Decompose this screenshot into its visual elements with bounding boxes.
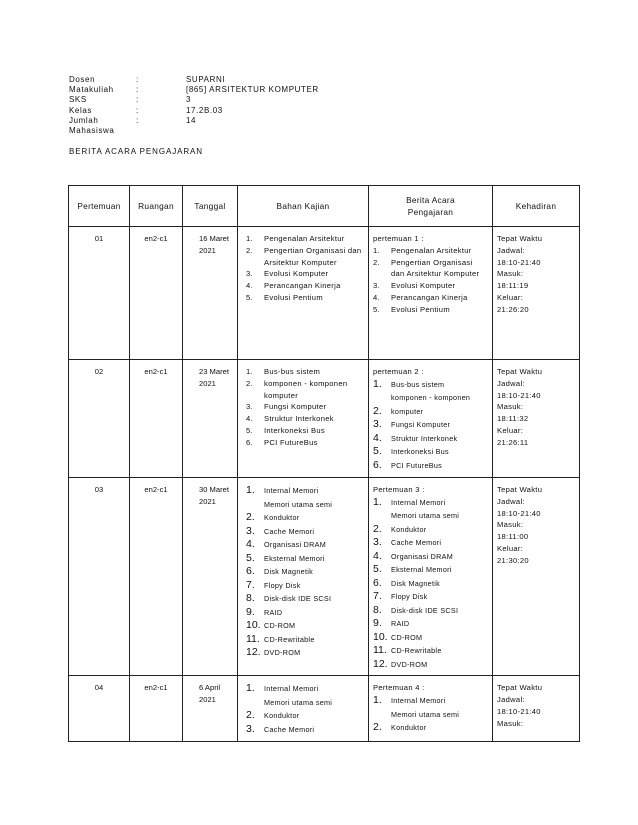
list-item — [373, 304, 488, 316]
list-number: 1. — [246, 367, 253, 376]
cell-ruangan: en2-c1 — [130, 227, 183, 360]
list-item — [246, 538, 364, 552]
list-item — [246, 437, 364, 449]
meta-value: [865] ARSITEKTUR KOMPUTER — [186, 85, 319, 95]
list-text: Pengenalan Arsitektur — [264, 234, 345, 243]
list-number: 3. — [373, 536, 382, 549]
meta-row — [69, 106, 406, 116]
list-item — [373, 378, 488, 392]
list-text: Disk-disk IDE SCSI — [264, 594, 332, 603]
list-number: 12. — [246, 646, 261, 658]
list-text: Flopy Disk — [391, 592, 428, 602]
attendance-line: 18:11:00 — [497, 532, 529, 542]
list-item — [246, 366, 364, 378]
list-number: 5. — [246, 425, 253, 435]
list-text: Eksternal Memori — [264, 553, 325, 563]
meta-value: SUPARNI — [186, 75, 226, 84]
meta-label: Dosen — [69, 75, 96, 84]
list-text: Cache Memori — [391, 538, 442, 548]
list-text: DVD-ROM — [264, 648, 301, 657]
attendance-line: Jadwal: — [497, 496, 525, 506]
list-item — [373, 708, 488, 735]
list-text: komponen - komponen komputer — [264, 378, 348, 400]
column-header: Berita Acara Pengajaran — [369, 186, 493, 227]
cell-berita-acara — [369, 360, 493, 478]
cell-bahan-kajian — [238, 676, 369, 742]
attendance-line: Keluar: — [497, 543, 524, 553]
cell-kehadiran — [493, 360, 580, 478]
cell-ruangan: en2-c1 — [130, 676, 183, 742]
list-item — [373, 445, 488, 459]
list-text: Struktur Interkonek — [391, 433, 458, 443]
list-number: 2. — [373, 404, 382, 417]
list-text: Internal Memori — [391, 497, 446, 507]
list-item — [246, 498, 364, 525]
berita-header: pertemuan 1 : — [373, 234, 424, 243]
numbered-list — [373, 378, 488, 473]
numbered-list — [246, 484, 364, 660]
list-text: komponen - komponen komputer — [391, 393, 471, 416]
attendance-line: Tepat Waktu — [497, 485, 543, 494]
list-item — [373, 292, 488, 304]
list-item — [246, 401, 364, 413]
list-number: 4. — [373, 292, 380, 302]
meta-label: Matakuliah — [69, 85, 114, 95]
attendance-line: Masuk: — [497, 402, 524, 412]
meta-value — [186, 126, 406, 136]
list-item — [246, 552, 364, 566]
attendance-line: 21:26:20 — [497, 304, 529, 314]
list-item — [246, 268, 364, 280]
list-number: 6. — [373, 576, 382, 589]
attendance-line: Masuk: — [497, 718, 524, 728]
list-item — [246, 413, 364, 425]
cell-berita-acara — [369, 478, 493, 676]
list-number: 10. — [373, 630, 388, 643]
list-text: Cache Memori — [264, 724, 315, 734]
list-item — [373, 604, 488, 618]
list-text: Interkoneksi Bus — [264, 425, 325, 435]
list-item — [246, 292, 364, 304]
cell-bahan-kajian — [238, 227, 369, 360]
list-text: Evolusi Komputer — [391, 281, 456, 291]
meta-sep — [136, 126, 186, 136]
attendance-line: Keluar: — [497, 425, 524, 435]
cell-tanggal: 23 Maret 2021 — [183, 360, 238, 478]
list-text: CD-ROM — [391, 632, 423, 642]
attendance-line: Keluar: — [497, 292, 524, 302]
attendance-line: Tepat Waktu — [497, 234, 543, 243]
list-number: 5. — [373, 445, 382, 458]
list-text: Pengertian Organisasi dan Arsitektur Komputer — [264, 245, 362, 267]
list-number: 2. — [373, 721, 382, 734]
cell-pertemuan: 01 — [69, 227, 130, 360]
list-number: 7. — [246, 578, 255, 591]
meta-sep: : — [136, 95, 139, 105]
list-number: 10. — [246, 619, 261, 631]
list-item — [246, 682, 364, 696]
attendance-line: Masuk: — [497, 269, 524, 279]
list-item — [246, 579, 364, 593]
attendance-line: 18:10-21:40 — [497, 257, 541, 267]
berita-header: Pertemuan 4 : — [373, 683, 425, 693]
list-item — [246, 525, 364, 539]
list-text: Disk Magnetik — [391, 578, 441, 588]
cell-tanggal: 30 Maret 2021 — [183, 478, 238, 676]
column-header: Tanggal — [183, 186, 238, 227]
list-number: 7. — [373, 590, 382, 603]
list-item — [373, 644, 488, 658]
attendance-line: Jadwal: — [497, 378, 525, 388]
meta-row — [69, 85, 406, 95]
list-item — [373, 509, 488, 536]
list-text: Disk-disk IDE SCSI — [391, 605, 459, 615]
cell-tanggal: 6 April 2021 — [183, 676, 238, 742]
column-header: Bahan Kajian — [238, 186, 369, 227]
list-number: 6. — [373, 458, 382, 471]
list-number: 4. — [246, 414, 253, 424]
document-meta — [69, 75, 406, 136]
meta-sep: : — [136, 85, 139, 95]
list-number: 1. — [246, 484, 255, 496]
list-item — [246, 592, 364, 606]
list-item — [373, 459, 488, 473]
list-item — [246, 646, 364, 660]
meta-row — [69, 126, 406, 136]
list-text: RAID — [264, 607, 283, 617]
list-number: 1. — [246, 682, 255, 695]
list-text: Eksternal Memori — [391, 565, 452, 575]
list-number: 8. — [246, 592, 255, 604]
list-item — [373, 257, 488, 281]
cell-ruangan: en2-c1 — [130, 478, 183, 676]
list-item — [246, 696, 364, 723]
list-number: 1. — [246, 234, 253, 243]
attendance-line: Masuk: — [497, 520, 524, 530]
meta-value: 14 — [186, 115, 197, 125]
meta-row — [69, 116, 406, 126]
list-text: PCI FutureBus — [391, 460, 443, 470]
list-number: 3. — [246, 402, 253, 412]
attendance-line: 18:11:19 — [497, 281, 529, 291]
numbered-list — [373, 496, 488, 672]
list-item — [373, 658, 488, 672]
list-text: Cache Memori — [264, 526, 315, 536]
meta-value: 3 — [186, 95, 192, 105]
list-number: 6. — [246, 565, 255, 577]
meta-value: 17.2B.03 — [186, 105, 223, 115]
list-text: Memori utama semi Konduktor — [391, 511, 460, 534]
list-text: Internal Memori — [264, 684, 319, 694]
numbered-list — [246, 366, 364, 449]
meta-sep: : — [136, 105, 139, 115]
table-row — [69, 227, 580, 360]
list-text: Memori utama semi Konduktor — [391, 709, 460, 733]
list-number: 2. — [246, 378, 253, 388]
list-number: 11. — [373, 644, 387, 657]
list-number: 2. — [373, 522, 382, 535]
list-text: Struktur Interkonek — [264, 414, 334, 424]
list-number: 1. — [373, 377, 382, 390]
list-number: 2. — [373, 257, 380, 267]
list-number: 1. — [373, 694, 382, 707]
list-number: 12. — [373, 657, 388, 670]
list-text: Pengenalan Arsitektur — [391, 245, 472, 255]
list-number: 9. — [373, 617, 382, 630]
cell-pertemuan: 04 — [69, 676, 130, 742]
list-item — [373, 245, 488, 257]
list-text: Evolusi Pentium — [264, 292, 323, 302]
list-item — [373, 617, 488, 631]
attendance-line: 21:26:11 — [497, 437, 529, 447]
document-heading: BERITA ACARA PENGAJARAN — [69, 147, 203, 156]
list-text: Evolusi Pentium — [391, 304, 450, 314]
numbered-list — [246, 682, 364, 736]
list-number: 4. — [373, 549, 382, 562]
list-item — [246, 606, 364, 620]
list-item — [373, 563, 488, 577]
attendance-line: Tepat Waktu — [497, 367, 543, 376]
meta-label: Mahasiswa — [69, 126, 115, 136]
list-item — [373, 496, 488, 510]
meta-sep: : — [136, 75, 139, 84]
list-item — [373, 577, 488, 591]
list-number: 2. — [246, 245, 253, 255]
list-text: Organisasi DRAM — [264, 540, 327, 549]
list-text: CD-Rewritable — [264, 634, 315, 644]
list-item — [373, 694, 488, 708]
list-item — [246, 633, 364, 647]
meta-label: Kelas — [69, 105, 93, 115]
cell-pertemuan: 02 — [69, 360, 130, 478]
list-text: Evolusi Komputer — [264, 269, 329, 279]
list-number: 6. — [246, 437, 253, 447]
list-text: Flopy Disk — [264, 580, 301, 590]
list-text: Internal Memori — [264, 486, 319, 495]
table-header-row — [69, 186, 580, 227]
list-item — [246, 280, 364, 292]
meta-sep: : — [136, 115, 139, 125]
list-item — [373, 550, 488, 564]
list-text: Perancangan Kinerja — [264, 281, 341, 291]
cell-bahan-kajian — [238, 478, 369, 676]
list-text: RAID — [391, 619, 410, 629]
list-text: Memori utama semi Konduktor — [264, 499, 333, 522]
table-row — [69, 478, 580, 676]
list-item — [246, 723, 364, 737]
list-text: Interkoneksi Bus — [391, 447, 449, 457]
list-number: 5. — [373, 304, 380, 314]
berita-header: pertemuan 2 : — [373, 367, 424, 376]
cell-pertemuan: 03 — [69, 478, 130, 676]
list-number: 2. — [246, 709, 255, 722]
table-row — [69, 676, 580, 742]
attendance-line: Tepat Waktu — [497, 683, 543, 693]
list-number: 2. — [246, 511, 255, 523]
list-item — [246, 425, 364, 437]
attendance-line: Jadwal: — [497, 695, 525, 705]
numbered-list — [373, 694, 488, 735]
teaching-record-table — [68, 185, 580, 742]
meta-label: Jumlah — [69, 115, 99, 125]
list-item — [246, 245, 364, 269]
list-text: DVD-ROM — [391, 659, 428, 669]
list-text: Organisasi DRAM — [391, 551, 454, 561]
list-number: 1. — [373, 245, 380, 255]
meta-label: SKS — [69, 95, 87, 105]
list-number: 5. — [373, 563, 382, 576]
list-number: 5. — [246, 292, 253, 302]
list-item — [246, 233, 364, 245]
list-text: Perancangan Kinerja — [391, 292, 468, 302]
column-header: Kehadiran — [493, 186, 580, 227]
list-text: Fungsi Komputer — [391, 420, 451, 430]
meta-row — [69, 75, 406, 85]
list-text: Bus-bus sistem — [264, 367, 321, 376]
list-item — [373, 418, 488, 432]
list-text: Internal Memori — [391, 696, 446, 706]
list-number: 4. — [246, 281, 253, 291]
list-item — [246, 619, 364, 633]
attendance-line: Jadwal: — [497, 245, 525, 255]
list-text: CD-Rewritable — [391, 646, 442, 656]
cell-berita-acara — [369, 676, 493, 742]
list-text: Bus-bus sistem — [391, 379, 445, 389]
attendance-line: 21:30:20 — [497, 555, 529, 565]
list-item — [373, 391, 488, 418]
list-number: 5. — [246, 551, 255, 564]
list-text: Fungsi Komputer — [264, 402, 327, 412]
list-item — [373, 432, 488, 446]
list-number: 3. — [373, 281, 380, 291]
numbered-list — [246, 233, 364, 304]
list-text: Pengertian Organisasi dan Arsitektur Komputer — [391, 257, 480, 279]
attendance-line: 18:10-21:40 — [497, 508, 541, 518]
berita-header: Pertemuan 3 : — [373, 485, 425, 494]
cell-berita-acara — [369, 227, 493, 360]
table-row — [69, 360, 580, 478]
list-text: Memori utama semi Konduktor — [264, 697, 333, 721]
list-item — [246, 378, 364, 402]
list-text: Disk Magnetik — [264, 567, 314, 576]
list-text: PCI FutureBus — [264, 437, 318, 447]
list-number: 3. — [246, 269, 253, 279]
numbered-list — [373, 245, 488, 316]
list-number: 3. — [246, 524, 255, 537]
list-item — [373, 590, 488, 604]
cell-kehadiran — [493, 227, 580, 360]
cell-ruangan: en2-c1 — [130, 360, 183, 478]
list-number: 9. — [246, 605, 255, 618]
list-item — [373, 280, 488, 292]
column-header: Ruangan — [130, 186, 183, 227]
list-number: 4. — [246, 538, 255, 550]
list-item — [373, 536, 488, 550]
cell-tanggal: 16 Maret 2021 — [183, 227, 238, 360]
attendance-line: 18:10-21:40 — [497, 390, 541, 400]
list-number: 11. — [246, 632, 260, 645]
list-item — [373, 631, 488, 645]
cell-bahan-kajian — [238, 360, 369, 478]
list-item — [246, 565, 364, 579]
list-number: 3. — [373, 418, 382, 431]
list-text: CD-ROM — [264, 621, 296, 630]
column-header: Pertemuan — [69, 186, 130, 227]
attendance-line: 18:11:32 — [497, 414, 529, 424]
list-number: 1. — [373, 495, 382, 508]
attendance-line: 18:10-21:40 — [497, 706, 541, 716]
list-item — [246, 484, 364, 498]
cell-kehadiran — [493, 676, 580, 742]
list-number: 3. — [246, 722, 255, 735]
cell-kehadiran — [493, 478, 580, 676]
meta-row — [69, 95, 406, 105]
list-number: 8. — [373, 603, 382, 616]
list-number: 4. — [373, 431, 382, 444]
